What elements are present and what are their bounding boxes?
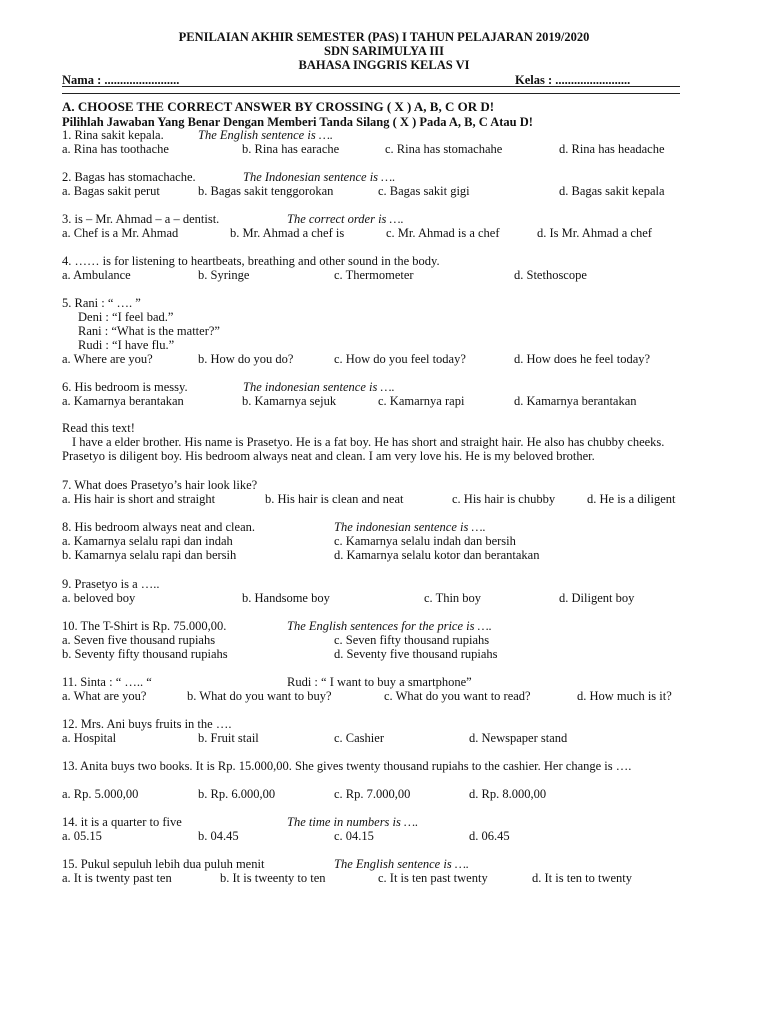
q10-option-c[interactable]: c. Seven fifty thousand rupiahs bbox=[334, 633, 490, 647]
q4-option-c[interactable]: c. Thermometer bbox=[334, 268, 414, 282]
q15-option-a[interactable]: a. It is twenty past ten bbox=[62, 871, 172, 885]
q5-option-a[interactable]: a. Where are you? bbox=[62, 352, 153, 366]
q10-option-d[interactable]: d. Seventy five thousand rupiahs bbox=[334, 647, 498, 661]
header-subject: BAHASA INGGRIS KELAS VI bbox=[298, 58, 470, 72]
question-2: 2. Bagas has stomachache. bbox=[62, 170, 196, 184]
question-10-hint: The English sentences for the price is …. bbox=[287, 619, 492, 633]
q3-option-d[interactable]: d. Is Mr. Ahmad a chef bbox=[537, 226, 652, 240]
question-11: 11. Sinta : “ ….. “ bbox=[62, 675, 152, 689]
question-5-line-3: Rani : “What is the matter?” bbox=[78, 324, 220, 338]
q10-option-b[interactable]: b. Seventy fifty thousand rupiahs bbox=[62, 647, 228, 661]
q1-option-c[interactable]: c. Rina has stomachahe bbox=[385, 142, 503, 156]
question-15: 15. Pukul sepuluh lebih dua puluh menit bbox=[62, 857, 265, 871]
q5-option-b[interactable]: b. How do you do? bbox=[198, 352, 294, 366]
q5-option-c[interactable]: c. How do you feel today? bbox=[334, 352, 466, 366]
q9-option-a[interactable]: a. beloved boy bbox=[62, 591, 136, 605]
question-5-line-4: Rudi : “I have flu.” bbox=[78, 338, 175, 352]
q8-option-d[interactable]: d. Kamarnya selalu kotor dan berantakan bbox=[334, 548, 540, 562]
q7-option-d[interactable]: d. He is a diligent bbox=[587, 492, 676, 506]
question-1: 1. Rina sakit kepala. bbox=[62, 128, 164, 142]
q6-option-a[interactable]: a. Kamarnya berantakan bbox=[62, 394, 184, 408]
q3-option-a[interactable]: a. Chef is a Mr. Ahmad bbox=[62, 226, 179, 240]
q6-option-c[interactable]: c. Kamarnya rapi bbox=[378, 394, 465, 408]
q9-option-b[interactable]: b. Handsome boy bbox=[242, 591, 330, 605]
question-12: 12. Mrs. Ani buys fruits in the …. bbox=[62, 717, 232, 731]
q2-option-a[interactable]: a. Bagas sakit perut bbox=[62, 184, 160, 198]
question-14: 14. it is a quarter to five bbox=[62, 815, 182, 829]
q13-option-d[interactable]: d. Rp. 8.000,00 bbox=[469, 787, 547, 801]
q3-option-b[interactable]: b. Mr. Ahmad a chef is bbox=[230, 226, 345, 240]
q12-option-b[interactable]: b. Fruit stail bbox=[198, 731, 259, 745]
question-8-hint: The indonesian sentence is …. bbox=[334, 520, 486, 534]
q14-option-d[interactable]: d. 06.45 bbox=[469, 829, 510, 843]
q15-option-d[interactable]: d. It is ten to twenty bbox=[532, 871, 632, 885]
q9-option-d[interactable]: d. Diligent boy bbox=[559, 591, 635, 605]
q11-option-a[interactable]: a. What are you? bbox=[62, 689, 147, 703]
question-5: 5. Rani : “ …. ” bbox=[62, 296, 141, 310]
q7-option-b[interactable]: b. His hair is clean and neat bbox=[265, 492, 404, 506]
question-5-line-2: Deni : “I feel bad.” bbox=[78, 310, 174, 324]
reading-title: Read this text! bbox=[62, 421, 135, 435]
question-6: 6. His bedroom is messy. bbox=[62, 380, 188, 394]
question-3: 3. is – Mr. Ahmad – a – dentist. bbox=[62, 212, 220, 226]
question-9: 9. Prasetyo is a ….. bbox=[62, 577, 160, 591]
q8-option-a[interactable]: a. Kamarnya selalu rapi dan indah bbox=[62, 534, 233, 548]
q10-option-a[interactable]: a. Seven five thousand rupiahs bbox=[62, 633, 216, 647]
q12-option-d[interactable]: d. Newspaper stand bbox=[469, 731, 568, 745]
q4-option-d[interactable]: d. Stethoscope bbox=[514, 268, 587, 282]
question-1-hint: The English sentence is …. bbox=[198, 128, 334, 142]
q7-option-c[interactable]: c. His hair is chubby bbox=[452, 492, 556, 506]
q2-option-b[interactable]: b. Bagas sakit tenggorokan bbox=[198, 184, 334, 198]
question-3-hint: The correct order is …. bbox=[287, 212, 404, 226]
question-6-hint: The indonesian sentence is …. bbox=[243, 380, 395, 394]
header-school: SDN SARIMULYA III bbox=[324, 44, 444, 58]
q6-option-b[interactable]: b. Kamarnya sejuk bbox=[242, 394, 337, 408]
q5-option-d[interactable]: d. How does he feel today? bbox=[514, 352, 651, 366]
header-title: PENILAIAN AKHIR SEMESTER (PAS) I TAHUN PELAJARAN 2019/2020 bbox=[178, 30, 590, 44]
class-field: Kelas : ........................ bbox=[515, 73, 631, 87]
q2-option-c[interactable]: c. Bagas sakit gigi bbox=[378, 184, 470, 198]
question-4: 4. …… is for listening to heartbeats, breathing and other sound in the body. bbox=[62, 254, 440, 268]
question-13: 13. Anita buys two books. It is Rp. 15.000,00. She gives twenty thousand rupiahs to the cashier. Her change is …. bbox=[62, 759, 632, 773]
question-2-hint: The Indonesian sentence is …. bbox=[243, 170, 396, 184]
question-15-hint: The English sentence is …. bbox=[334, 857, 470, 871]
q14-option-c[interactable]: c. 04.15 bbox=[334, 829, 374, 843]
q2-option-d[interactable]: d. Bagas sakit kepala bbox=[559, 184, 665, 198]
question-7: 7. What does Prasetyo’s hair look like? bbox=[62, 478, 258, 492]
question-14-hint: The time in numbers is …. bbox=[287, 815, 419, 829]
q1-option-a[interactable]: a. Rina has toothache bbox=[62, 142, 169, 156]
q15-option-b[interactable]: b. It is tweenty to ten bbox=[220, 871, 326, 885]
name-field: Nama : ........................ bbox=[62, 73, 180, 87]
q6-option-d[interactable]: d. Kamarnya berantakan bbox=[514, 394, 637, 408]
q8-option-b[interactable]: b. Kamarnya selalu rapi dan bersih bbox=[62, 548, 237, 562]
q4-option-b[interactable]: b. Syringe bbox=[198, 268, 250, 282]
question-11-response: Rudi : “ I want to buy a smartphone” bbox=[287, 675, 472, 689]
q12-option-a[interactable]: a. Hospital bbox=[62, 731, 117, 745]
q7-option-a[interactable]: a. His hair is short and straight bbox=[62, 492, 216, 506]
q13-option-c[interactable]: c. Rp. 7.000,00 bbox=[334, 787, 411, 801]
q15-option-c[interactable]: c. It is ten past twenty bbox=[378, 871, 488, 885]
q14-option-b[interactable]: b. 04.45 bbox=[198, 829, 239, 843]
section-title: A. CHOOSE THE CORRECT ANSWER BY CROSSING ( X ) A, B, C OR D! bbox=[62, 99, 495, 114]
question-8: 8. His bedroom always neat and clean. bbox=[62, 520, 255, 534]
q1-option-d[interactable]: d. Rina has headache bbox=[559, 142, 665, 156]
q11-option-d[interactable]: d. How much is it? bbox=[577, 689, 672, 703]
q12-option-c[interactable]: c. Cashier bbox=[334, 731, 384, 745]
q11-option-c[interactable]: c. What do you want to read? bbox=[384, 689, 531, 703]
question-10: 10. The T-Shirt is Rp. 75.000,00. bbox=[62, 619, 227, 633]
section-subtitle: Pilihlah Jawaban Yang Benar Dengan Memberi Tanda Silang ( X ) Pada A, B, C Atau D! bbox=[62, 115, 533, 129]
q11-option-b[interactable]: b. What do you want to buy? bbox=[187, 689, 332, 703]
q1-option-b[interactable]: b. Rina has earache bbox=[242, 142, 340, 156]
q4-option-a[interactable]: a. Ambulance bbox=[62, 268, 131, 282]
q13-option-a[interactable]: a. Rp. 5.000,00 bbox=[62, 787, 139, 801]
q3-option-c[interactable]: c. Mr. Ahmad is a chef bbox=[386, 226, 500, 240]
q14-option-a[interactable]: a. 05.15 bbox=[62, 829, 102, 843]
header-divider bbox=[62, 86, 680, 94]
q8-option-c[interactable]: c. Kamarnya selalu indah dan bersih bbox=[334, 534, 516, 548]
q13-option-b[interactable]: b. Rp. 6.000,00 bbox=[198, 787, 276, 801]
q9-option-c[interactable]: c. Thin boy bbox=[424, 591, 482, 605]
reading-passage: I have a elder brother. His name is Prasetyo. He is a fat boy. He has short and straight hair. He also has chubby cheeks. Prasetyo is diligent boy. His bedroom always neat and clean. I am very love his. He is my beloved brother. bbox=[62, 435, 665, 463]
